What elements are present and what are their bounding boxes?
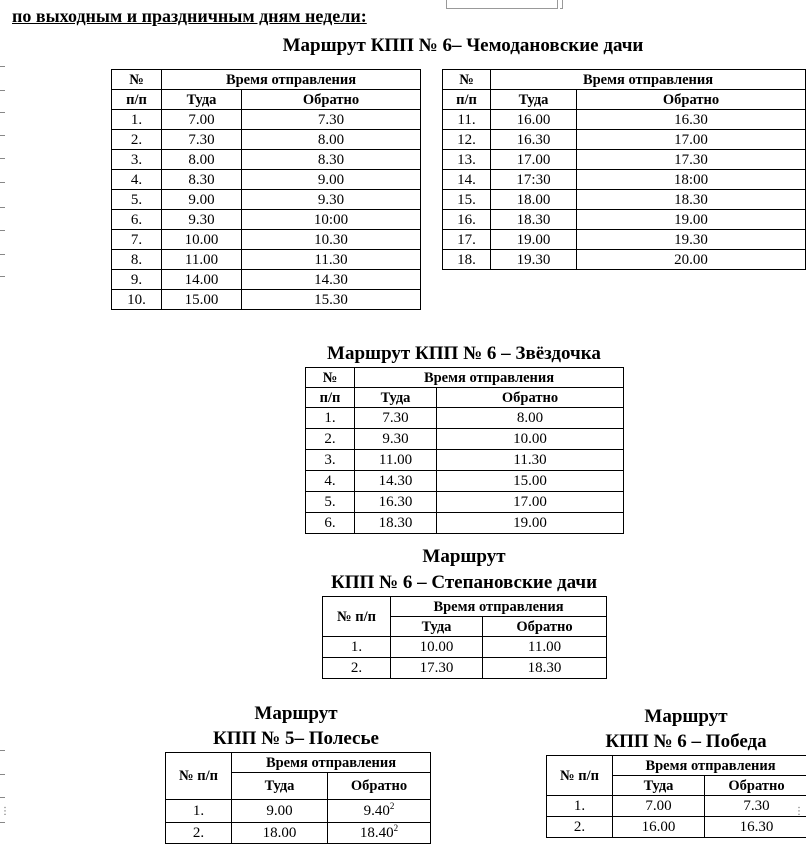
- route-title-pobeda-line1: Маршрут: [556, 705, 806, 729]
- table-row: [443, 250, 806, 270]
- col-np-header: № п/п: [547, 756, 613, 796]
- table-cell: 18.30: [355, 513, 437, 534]
- table-cell: 8.30: [162, 170, 242, 190]
- table-cell: 14.30: [242, 270, 421, 290]
- cropped-frame: [446, 0, 558, 9]
- table-cell: 1.: [306, 408, 355, 429]
- table-cell: 16.30: [355, 492, 437, 513]
- col-departure-header: Время отправления: [232, 753, 431, 773]
- table-cell: 15.00: [437, 471, 624, 492]
- table-row: [547, 817, 806, 838]
- route-title-polesie-line2: КПП № 5– Полесье: [156, 727, 436, 751]
- col-number-header: №: [112, 70, 162, 90]
- table-cell: 7.30: [242, 110, 421, 130]
- table-cell: 15.00: [162, 290, 242, 310]
- table-row: [112, 250, 421, 270]
- table-row: [112, 150, 421, 170]
- table-row: [443, 130, 806, 150]
- table-row: [112, 170, 421, 190]
- table-cell: 14.30: [355, 471, 437, 492]
- table-cell: 15.30: [242, 290, 421, 310]
- table-cell: 18.30: [483, 658, 607, 679]
- table-cell: 6.: [306, 513, 355, 534]
- table-cell: 8.: [112, 250, 162, 270]
- table-row: [443, 110, 806, 130]
- schedule-table-chemodanovskie-left: [111, 69, 421, 310]
- table-cell: 1.: [112, 110, 162, 130]
- table-cell: 9.30: [355, 429, 437, 450]
- table-cell: 10.00: [162, 230, 242, 250]
- table-row: [443, 210, 806, 230]
- col-back-header: Обратно: [483, 617, 607, 637]
- table-row: [323, 658, 607, 679]
- table-cell: 16.30: [491, 130, 577, 150]
- col-departure-header: Время отправления: [162, 70, 421, 90]
- table-cell: 4.: [306, 471, 355, 492]
- route-title-polesie-line1: Маршрут: [156, 702, 436, 726]
- table-cell: 12.: [443, 130, 491, 150]
- table-cell: 7.: [112, 230, 162, 250]
- col-number-header: №: [443, 70, 491, 90]
- table-cell: 7.00: [613, 796, 705, 817]
- col-np-header: № п/п: [166, 753, 232, 800]
- col-np-header: № п/п: [323, 597, 391, 637]
- table-cell: 17.00: [437, 492, 624, 513]
- table-cell: 5.: [306, 492, 355, 513]
- table-row: [112, 190, 421, 210]
- table-cell: 9.30: [242, 190, 421, 210]
- table-cell: 16.30: [577, 110, 806, 130]
- table-cell: 11.30: [437, 450, 624, 471]
- table-cell: 4.: [112, 170, 162, 190]
- col-np-header: п/п: [112, 90, 162, 110]
- table-cell: 19.30: [577, 230, 806, 250]
- table-cell: 1.: [166, 800, 232, 823]
- table-cell: 11.00: [483, 637, 607, 658]
- table-cell: 10.30: [242, 230, 421, 250]
- table-cell: 11.: [443, 110, 491, 130]
- table-cell: 1.: [547, 796, 613, 817]
- table-cell: 9.: [112, 270, 162, 290]
- table-cell: 7.30: [705, 796, 806, 817]
- table-cell: 2.: [166, 823, 232, 844]
- table-cell: 13.: [443, 150, 491, 170]
- table-cell: 16.: [443, 210, 491, 230]
- table-cell: 7.30: [162, 130, 242, 150]
- table-cell: 9.00: [242, 170, 421, 190]
- table-cell: 19.00: [491, 230, 577, 250]
- table-row: [443, 190, 806, 210]
- resize-handle-icon[interactable]: ⋮: [0, 806, 10, 817]
- col-to-header: Туда: [491, 90, 577, 110]
- table-cell: 18.30: [491, 210, 577, 230]
- table-cell: 3.: [112, 150, 162, 170]
- table-row: [306, 429, 624, 450]
- table-cell: 5.: [112, 190, 162, 210]
- table-row: [306, 450, 624, 471]
- table-cell: 18.: [443, 250, 491, 270]
- col-departure-header: Время отправления: [391, 597, 607, 617]
- route-title-chemodanovskie: Маршрут КПП № 6– Чемодановские дачи: [200, 34, 726, 58]
- table-cell: 10.: [112, 290, 162, 310]
- table-cell: 19.30: [491, 250, 577, 270]
- col-np-header: п/п: [306, 388, 355, 408]
- table-row: [112, 270, 421, 290]
- table-cell: 10.00: [437, 429, 624, 450]
- table-cell: 8.30: [242, 150, 421, 170]
- table-cell: 2.: [112, 130, 162, 150]
- table-cell: 16.00: [613, 817, 705, 838]
- col-to-header: Туда: [613, 776, 705, 796]
- table-row: [547, 796, 806, 817]
- col-departure-header: Время отправления: [355, 368, 624, 388]
- table-cell: 18.30: [577, 190, 806, 210]
- table-cell: 9.00: [232, 800, 328, 823]
- table-row: [112, 230, 421, 250]
- table-row: [112, 130, 421, 150]
- table-cell: 19.00: [437, 513, 624, 534]
- col-back-header: Обратно: [577, 90, 806, 110]
- table-cell: 16.30: [705, 817, 806, 838]
- col-back-header: Обратно: [705, 776, 806, 796]
- table-row: [112, 210, 421, 230]
- table-cell: 18:00: [577, 170, 806, 190]
- table-cell: 8.00: [162, 150, 242, 170]
- table-cell: 3.: [306, 450, 355, 471]
- table-cell: 7.00: [162, 110, 242, 130]
- col-back-header: Обратно: [328, 773, 431, 800]
- table-cell: 2.: [323, 658, 391, 679]
- table-cell: 17.30: [577, 150, 806, 170]
- table-cell: 1.: [323, 637, 391, 658]
- table-row: [306, 471, 624, 492]
- table-cell: 9.40$^2$: [328, 800, 431, 823]
- schedule-table-pobeda: [546, 755, 806, 838]
- table-cell: 17.00: [577, 130, 806, 150]
- table-cell: 10.00: [391, 637, 483, 658]
- table-cell: 18.00: [491, 190, 577, 210]
- superscript: 2: [394, 823, 399, 833]
- table-cell: 8.00: [437, 408, 624, 429]
- table-cell: 9.00: [162, 190, 242, 210]
- table-cell: 10:00: [242, 210, 421, 230]
- col-to-header: Туда: [232, 773, 328, 800]
- schedule-table-stepanovskie: [322, 596, 607, 679]
- table-cell: 11.00: [355, 450, 437, 471]
- col-to-header: Туда: [162, 90, 242, 110]
- table-cell: 16.00: [491, 110, 577, 130]
- table-row: [443, 230, 806, 250]
- table-cell: 8.00: [242, 130, 421, 150]
- cropped-frame-edge: [560, 0, 563, 9]
- table-row: [112, 110, 421, 130]
- table-cell: 18.00: [232, 823, 328, 844]
- table-cell: 19.00: [577, 210, 806, 230]
- schedule-table-zvezdochka: [305, 367, 624, 534]
- schedule-table-chemodanovskie-right: [442, 69, 806, 270]
- col-number-header: №: [306, 368, 355, 388]
- table-cell: 14.: [443, 170, 491, 190]
- superscript: 2: [390, 801, 395, 811]
- table-cell: 17.30: [391, 658, 483, 679]
- table-cell: 2.: [547, 817, 613, 838]
- table-cell: 17:30: [491, 170, 577, 190]
- route-title-pobeda-line2: КПП № 6 – Победа: [556, 730, 806, 754]
- schedule-table-polesie: [165, 752, 431, 844]
- table-cell: 11.00: [162, 250, 242, 270]
- table-row: [166, 823, 431, 844]
- table-row: [166, 800, 431, 823]
- col-departure-header: Время отправления: [491, 70, 806, 90]
- table-cell: 2.: [306, 429, 355, 450]
- table-cell: 17.00: [491, 150, 577, 170]
- col-back-header: Обратно: [437, 388, 624, 408]
- col-departure-header: Время отправления: [613, 756, 806, 776]
- table-cell: 11.30: [242, 250, 421, 270]
- col-to-header: Туда: [391, 617, 483, 637]
- route-title-stepanovskie-line1: Маршрут: [264, 545, 664, 569]
- table-cell: 6.: [112, 210, 162, 230]
- table-row: [112, 290, 421, 310]
- table-row: [443, 150, 806, 170]
- col-back-header: Обратно: [242, 90, 421, 110]
- table-cell: 14.00: [162, 270, 242, 290]
- table-row: [323, 637, 607, 658]
- table-cell: 20.00: [577, 250, 806, 270]
- col-np-header: п/п: [443, 90, 491, 110]
- table-cell: 7.30: [355, 408, 437, 429]
- page-heading: по выходным и праздничным дням недели:: [12, 6, 367, 27]
- table-row: [443, 170, 806, 190]
- route-title-stepanovskie-line2: КПП № 6 – Степановские дачи: [264, 571, 664, 595]
- table-row: [306, 513, 624, 534]
- route-title-zvezdochka: Маршрут КПП № 6 – Звёздочка: [264, 342, 664, 366]
- table-cell: 9.30: [162, 210, 242, 230]
- table-row: [306, 492, 624, 513]
- table-cell: 17.: [443, 230, 491, 250]
- resize-handle-icon[interactable]: ⋮: [794, 806, 804, 817]
- col-to-header: Туда: [355, 388, 437, 408]
- table-cell: 18.40$^2$: [328, 823, 431, 844]
- table-cell: 15.: [443, 190, 491, 210]
- table-row: [306, 408, 624, 429]
